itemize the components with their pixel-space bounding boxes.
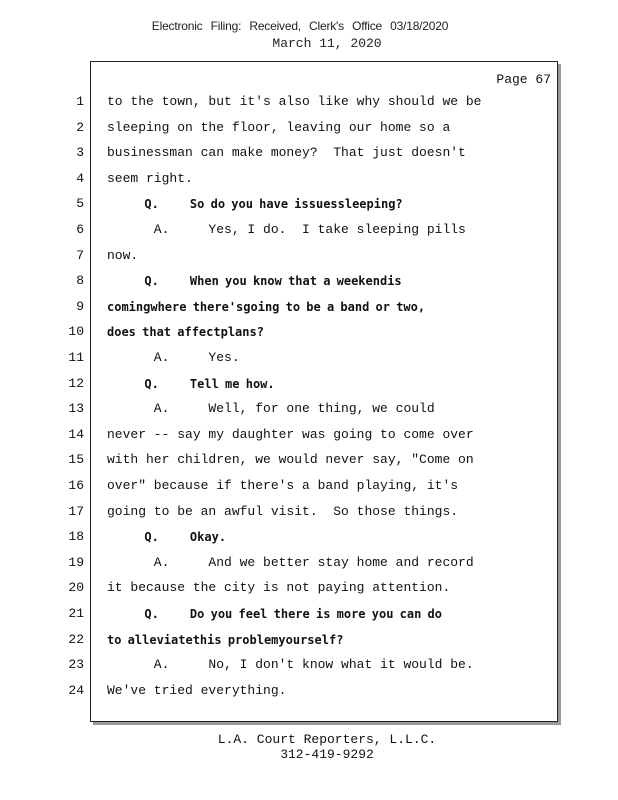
line-text: A. Yes.	[107, 350, 240, 365]
transcript-line	[0, 476, 600, 496]
line-number: 19	[68, 554, 84, 570]
transcript-line	[0, 425, 600, 445]
line-number: 15	[68, 452, 84, 468]
transcript-line	[0, 399, 600, 419]
line-text: sleeping on the floor, leaving our home so a	[107, 119, 451, 135]
line-text: with her children, we would never say, "Come on	[107, 452, 474, 468]
line-number: 18	[68, 529, 84, 545]
transcript-line	[0, 271, 600, 291]
line-text: to the town, but it's also like why should we be	[107, 94, 482, 109]
line-number: 12	[68, 375, 84, 391]
line-number: 5	[76, 196, 84, 212]
line-text: A. No, I don't know what it would be.	[107, 657, 474, 673]
transcript-line	[0, 297, 600, 317]
line-number: 13	[68, 401, 84, 417]
line-number: 16	[68, 478, 84, 493]
line-number: 10	[68, 324, 84, 340]
transcript-line	[0, 220, 600, 240]
deposition-date: March 11, 2020	[272, 36, 382, 51]
transcript-line	[0, 502, 600, 522]
transcript-line	[0, 655, 600, 675]
filing-stamp: Electronic Filing: Received, Clerk's Office 03/18/2020	[151, 19, 449, 33]
line-number: 24	[68, 682, 84, 698]
transcript-line	[0, 322, 600, 342]
line-text: businessman can make money? That just doesn't	[107, 145, 466, 161]
line-number: 6	[76, 222, 84, 237]
line-number: 22	[68, 631, 84, 647]
transcript-line	[0, 348, 600, 368]
transcript-line	[0, 578, 600, 598]
line-number: 3	[76, 145, 84, 161]
transcript-line	[0, 143, 600, 163]
transcript-line	[0, 374, 600, 394]
reporter-phone: 312-419-9292	[280, 747, 374, 762]
reporter-company: L.A. Court Reporters, L.L.C.	[217, 732, 437, 747]
line-number: 9	[76, 298, 84, 314]
line-text: does that affectplans?	[107, 325, 264, 340]
page-number: Page 67	[496, 72, 551, 87]
transcript-line	[0, 92, 600, 112]
line-text: seem right.	[107, 170, 193, 186]
line-text: Q. Okay.	[107, 530, 227, 545]
transcript-line	[0, 194, 600, 214]
line-number: 8	[76, 273, 84, 289]
line-text: going to be an awful visit. So those things.	[107, 503, 459, 519]
line-text: Q. So do you have issuessleeping?	[107, 197, 403, 212]
line-number: 2	[76, 119, 84, 135]
transcript-line	[0, 604, 600, 624]
line-number: 11	[68, 350, 84, 365]
line-number: 14	[68, 426, 84, 442]
line-text: Q. When you know that a weekendis	[107, 274, 402, 289]
line-text: A. Well, for one thing, we could	[107, 401, 435, 417]
transcript-line	[0, 527, 600, 547]
transcript-line	[0, 681, 600, 701]
line-number: 21	[68, 606, 84, 621]
line-number: 23	[68, 657, 84, 673]
line-text: Q. Do you feel there is more you can do	[107, 607, 443, 621]
line-text: to alleviatethis problemyourself?	[107, 632, 344, 647]
line-text: over" because if there's a band playing, it's	[107, 478, 459, 493]
transcript-line	[0, 118, 600, 138]
transcript-line	[0, 246, 600, 266]
line-text: it because the city is not paying attention.	[107, 580, 451, 596]
line-number: 7	[76, 247, 84, 263]
line-number: 20	[68, 580, 84, 596]
line-number: 1	[76, 94, 84, 109]
transcript-line	[0, 553, 600, 573]
line-text: A. Yes, I do. I take sleeping pills	[107, 222, 466, 237]
line-text: A. And we better stay home and record	[107, 554, 474, 570]
transcript-line	[0, 169, 600, 189]
line-text: never -- say my daughter was going to come over	[107, 426, 474, 442]
line-number: 17	[68, 503, 84, 519]
line-text: Q. Tell me how.	[107, 376, 275, 391]
line-text: comingwhere there'sgoing to be a band or two,	[107, 299, 426, 314]
line-number: 4	[76, 170, 84, 186]
line-text: now.	[107, 247, 139, 263]
transcript-line	[0, 450, 600, 470]
transcript-line	[0, 630, 600, 650]
line-text: We've tried everything.	[107, 682, 287, 698]
